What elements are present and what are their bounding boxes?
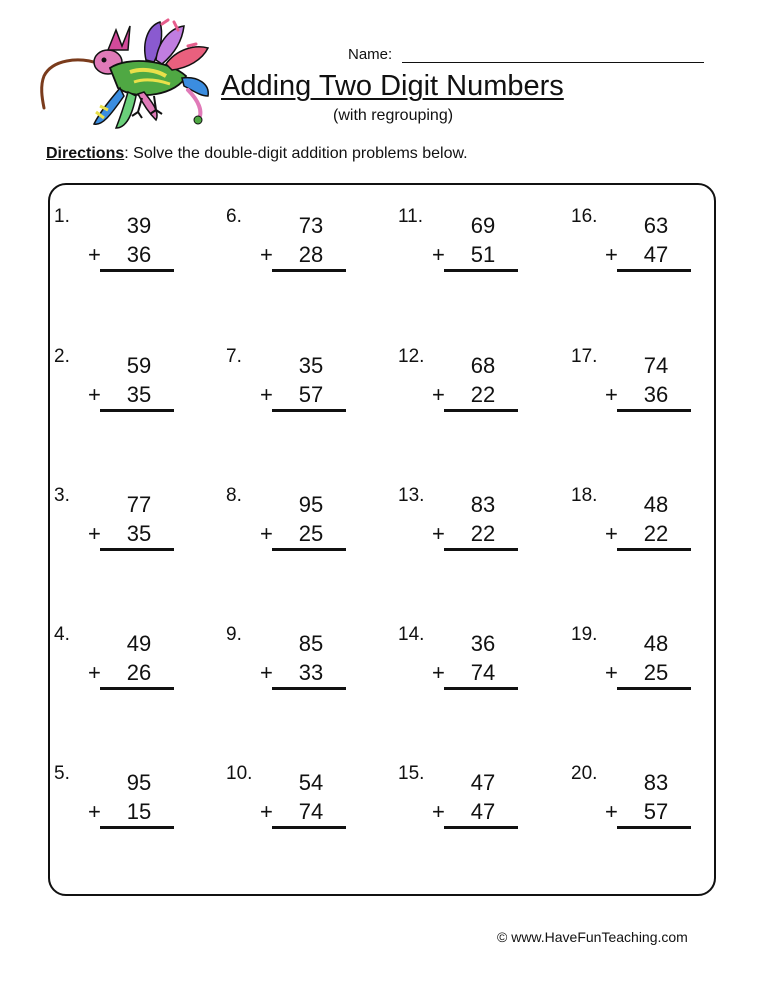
top-addend: 85 <box>298 631 324 656</box>
bottom-addend: 51 <box>470 242 496 267</box>
name-field[interactable] <box>402 62 704 63</box>
page-title: Adding Two Digit Numbers <box>221 70 564 102</box>
plus-sign: + <box>605 799 618 824</box>
plus-sign: + <box>432 660 445 685</box>
answer-line[interactable] <box>617 826 691 829</box>
answer-line[interactable] <box>100 269 174 272</box>
answer-line[interactable] <box>444 409 518 412</box>
copyright-text: © www.HaveFunTeaching.com <box>497 929 688 945</box>
problem-number: 18. <box>571 485 598 506</box>
plus-sign: + <box>88 382 101 407</box>
top-addend: 59 <box>126 353 152 378</box>
top-addend: 83 <box>470 492 496 517</box>
answer-line[interactable] <box>617 409 691 412</box>
top-addend: 68 <box>470 353 496 378</box>
page-subtitle: (with regrouping) <box>333 107 454 124</box>
problem-item <box>54 763 184 863</box>
problem-number: 2. <box>54 346 70 367</box>
plus-sign: + <box>605 521 618 546</box>
plus-sign: + <box>260 660 273 685</box>
top-addend: 47 <box>470 770 496 795</box>
bottom-addend: 35 <box>126 521 152 546</box>
problem-number: 5. <box>54 763 70 784</box>
problem-item <box>571 624 701 724</box>
answer-line[interactable] <box>100 548 174 551</box>
problem-number: 9. <box>226 624 242 645</box>
bottom-addend: 26 <box>126 660 152 685</box>
top-addend: 39 <box>126 213 152 238</box>
top-addend: 83 <box>643 770 669 795</box>
directions-text: : Solve the double-digit addition problems below. <box>124 145 468 162</box>
answer-line[interactable] <box>444 269 518 272</box>
answer-line[interactable] <box>272 269 346 272</box>
answer-line[interactable] <box>272 826 346 829</box>
plus-sign: + <box>88 242 101 267</box>
problem-item <box>398 206 528 306</box>
problem-item <box>226 624 356 724</box>
problem-number: 15. <box>398 763 425 784</box>
plus-sign: + <box>88 660 101 685</box>
problem-item <box>398 346 528 446</box>
directions-label: Directions <box>46 145 125 162</box>
bottom-addend: 57 <box>298 382 324 407</box>
plus-sign: + <box>432 799 445 824</box>
top-addend: 69 <box>470 213 496 238</box>
plus-sign: + <box>260 242 273 267</box>
problem-number: 7. <box>226 346 242 367</box>
problem-item <box>571 206 701 306</box>
problem-item <box>398 763 528 863</box>
top-addend: 77 <box>126 492 152 517</box>
problem-item <box>571 763 701 863</box>
top-addend: 95 <box>298 492 324 517</box>
answer-line[interactable] <box>100 409 174 412</box>
bird-icon <box>38 16 218 132</box>
plus-sign: + <box>605 660 618 685</box>
top-addend: 73 <box>298 213 324 238</box>
top-addend: 48 <box>643 492 669 517</box>
problem-item <box>398 485 528 585</box>
top-addend: 35 <box>298 353 324 378</box>
answer-line[interactable] <box>444 548 518 551</box>
problem-item <box>571 346 701 446</box>
answer-line[interactable] <box>272 548 346 551</box>
bottom-addend: 22 <box>470 382 496 407</box>
plus-sign: + <box>260 382 273 407</box>
problem-number: 12. <box>398 346 425 367</box>
bottom-addend: 25 <box>298 521 324 546</box>
name-label: Name: <box>348 46 393 63</box>
problem-number: 1. <box>54 206 70 227</box>
top-addend: 74 <box>643 353 669 378</box>
plus-sign: + <box>260 799 273 824</box>
problem-item <box>226 485 356 585</box>
plus-sign: + <box>605 242 618 267</box>
problem-number: 6. <box>226 206 242 227</box>
problem-number: 3. <box>54 485 70 506</box>
problem-item <box>226 763 356 863</box>
plus-sign: + <box>260 521 273 546</box>
plus-sign: + <box>88 799 101 824</box>
problem-number: 4. <box>54 624 70 645</box>
problem-number: 20. <box>571 763 598 784</box>
problem-number: 16. <box>571 206 598 227</box>
plus-sign: + <box>432 382 445 407</box>
problem-item <box>226 206 356 306</box>
plus-sign: + <box>88 521 101 546</box>
problem-number: 8. <box>226 485 242 506</box>
problem-number: 19. <box>571 624 598 645</box>
answer-line[interactable] <box>100 826 174 829</box>
answer-line[interactable] <box>617 687 691 690</box>
bottom-addend: 57 <box>643 799 669 824</box>
problem-item <box>54 206 184 306</box>
bottom-addend: 47 <box>643 242 669 267</box>
answer-line[interactable] <box>617 548 691 551</box>
problem-item <box>571 485 701 585</box>
bottom-addend: 33 <box>298 660 324 685</box>
problem-number: 17. <box>571 346 598 367</box>
answer-line[interactable] <box>272 687 346 690</box>
plus-sign: + <box>432 521 445 546</box>
problem-number: 11. <box>398 206 424 227</box>
top-addend: 49 <box>126 631 152 656</box>
answer-line[interactable] <box>617 269 691 272</box>
bottom-addend: 28 <box>298 242 324 267</box>
problem-item <box>54 485 184 585</box>
problem-item <box>226 346 356 446</box>
bottom-addend: 22 <box>643 521 669 546</box>
top-addend: 95 <box>126 770 152 795</box>
bottom-addend: 35 <box>126 382 152 407</box>
problem-number: 10. <box>226 763 253 784</box>
bottom-addend: 36 <box>126 242 152 267</box>
bottom-addend: 74 <box>298 799 324 824</box>
answer-line[interactable] <box>100 687 174 690</box>
problem-item <box>54 624 184 724</box>
plus-sign: + <box>605 382 618 407</box>
answer-line[interactable] <box>444 687 518 690</box>
directions <box>46 145 468 163</box>
answer-line[interactable] <box>444 826 518 829</box>
bottom-addend: 47 <box>470 799 496 824</box>
problem-item <box>398 624 528 724</box>
top-addend: 48 <box>643 631 669 656</box>
problem-number: 13. <box>398 485 425 506</box>
top-addend: 36 <box>470 631 496 656</box>
bottom-addend: 74 <box>470 660 496 685</box>
plus-sign: + <box>432 242 445 267</box>
top-addend: 54 <box>298 770 324 795</box>
bottom-addend: 15 <box>126 799 152 824</box>
top-addend: 63 <box>643 213 669 238</box>
bottom-addend: 36 <box>643 382 669 407</box>
answer-line[interactable] <box>272 409 346 412</box>
bottom-addend: 22 <box>470 521 496 546</box>
problem-number: 14. <box>398 624 425 645</box>
bottom-addend: 25 <box>643 660 669 685</box>
problem-item <box>54 346 184 446</box>
